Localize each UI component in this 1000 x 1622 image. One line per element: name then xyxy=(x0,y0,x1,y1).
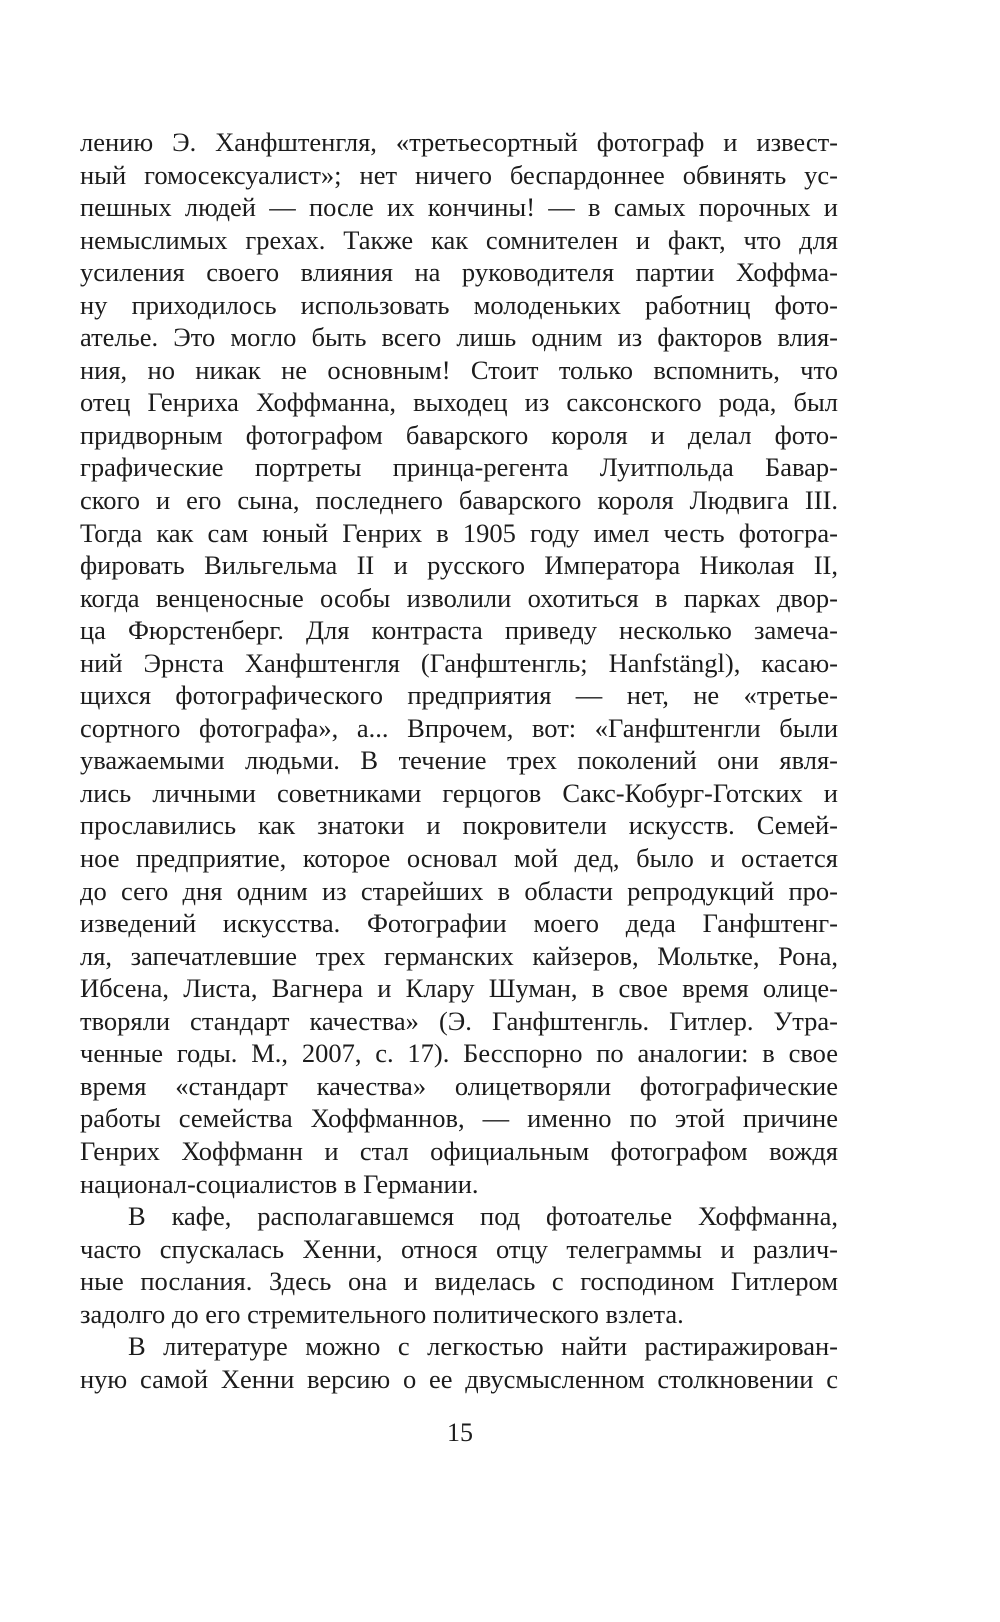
text-line: работы семейства Хоффманнов, — именно по этой причине xyxy=(80,1103,838,1134)
text-line: ния, но никак не основным! Стоит только вспомнить, что xyxy=(80,354,838,385)
text-line: изведений искусства. Фотографии моего деда Ганфштенг- xyxy=(80,908,838,939)
text-line: ченные годы. М., 2007, с. 17). Бесспорно по аналогии: в свое xyxy=(80,1038,838,1069)
text-line: графические портреты принца-регента Луитпольда Бавар- xyxy=(80,452,838,483)
text-line: до сего дня одним из старейших в области репродукций про- xyxy=(80,875,838,906)
text-line: Ибсена, Листа, Вагнера и Клару Шуман, в свое время олице- xyxy=(80,973,838,1004)
text-line: ателье. Это могло быть всего лишь одним из факторов влия- xyxy=(80,322,838,353)
text-line: щихся фотографического предприятия — нет, не «третье- xyxy=(80,680,838,711)
text-line: ную самой Хенни версию о ее двусмысленном столкновении с xyxy=(80,1363,838,1394)
text-line: Тогда как сам юный Генрих в 1905 году имел честь фотогра- xyxy=(80,517,838,548)
text-line: немыслимых грехах. Также как сомнителен и факт, что для xyxy=(80,224,838,255)
text-line: усиления своего влияния на руководителя партии Хоффма- xyxy=(80,257,838,288)
text-line: В кафе, располагавшемся под фотоателье Хоффманна, xyxy=(128,1201,838,1232)
text-line: сортного фотографа», а... Впрочем, вот: «Ганфштенгли были xyxy=(80,712,838,743)
text-line: В литературе можно с легкостью найти растиражирован- xyxy=(128,1331,838,1362)
text-line: пешных людей — после их кончины! — в самых порочных и xyxy=(80,192,838,223)
text-line: творяли стандарт качества» (Э. Ганфштенгль. Гитлер. Утра- xyxy=(80,1005,838,1036)
text-line: время «стандарт качества» олицетворяли фотографические xyxy=(80,1070,838,1101)
text-line: ное предприятие, которое основал мой дед, было и остается xyxy=(80,843,838,874)
text-line: задолго до его стремительного политического взлета. xyxy=(80,1298,684,1329)
body-text xyxy=(80,126,838,1395)
text-line: уважаемыми людьми. В течение трех поколений они явля- xyxy=(80,745,838,776)
text-line: национал-социалистов в Германии. xyxy=(80,1168,479,1199)
text-line: Генрих Хоффманн и стал официальным фотографом вождя xyxy=(80,1135,838,1166)
text-line: когда венценосные особы изволили охотиться в парках двор- xyxy=(80,582,838,613)
text-line: отец Генриха Хоффманна, выходец из саксонского рода, был xyxy=(80,387,838,418)
text-line: прославились как знатоки и покровители искусств. Семей- xyxy=(80,810,838,841)
page-number: 15 xyxy=(447,1418,473,1447)
text-line: ского и его сына, последнего баварского короля Людвига III. xyxy=(80,485,838,516)
text-line: придворным фотографом баварского короля и делал фото- xyxy=(80,419,838,450)
text-line: ний Эрнста Ханфштенгля (Ганфштенгль; Hanfstängl), касаю- xyxy=(80,647,838,678)
text-line: ные послания. Здесь она и виделась с господином Гитлером xyxy=(80,1266,838,1297)
text-line: ну приходилось использовать молоденьких работниц фото- xyxy=(80,289,838,320)
text-line: фировать Вильгельма II и русского Императора Николая II, xyxy=(80,550,838,581)
text-line: лению Э. Ханфштенгля, «третьесортный фотограф и извест- xyxy=(80,127,838,157)
text-line: часто спускалась Хенни, относя отцу телеграммы и различ- xyxy=(80,1233,838,1264)
text-line: ный гомосексуалист»; нет ничего беспардоннее обвинять ус- xyxy=(80,159,838,190)
text-line: лись личными советниками герцогов Сакс-Кобург-Готских и xyxy=(80,777,838,808)
text-line: ля, запечатлевшие трех германских кайзеров, Мольтке, Рона, xyxy=(80,940,838,971)
text-line: ца Фюрстенберг. Для контраста приведу несколько замеча- xyxy=(80,615,838,646)
